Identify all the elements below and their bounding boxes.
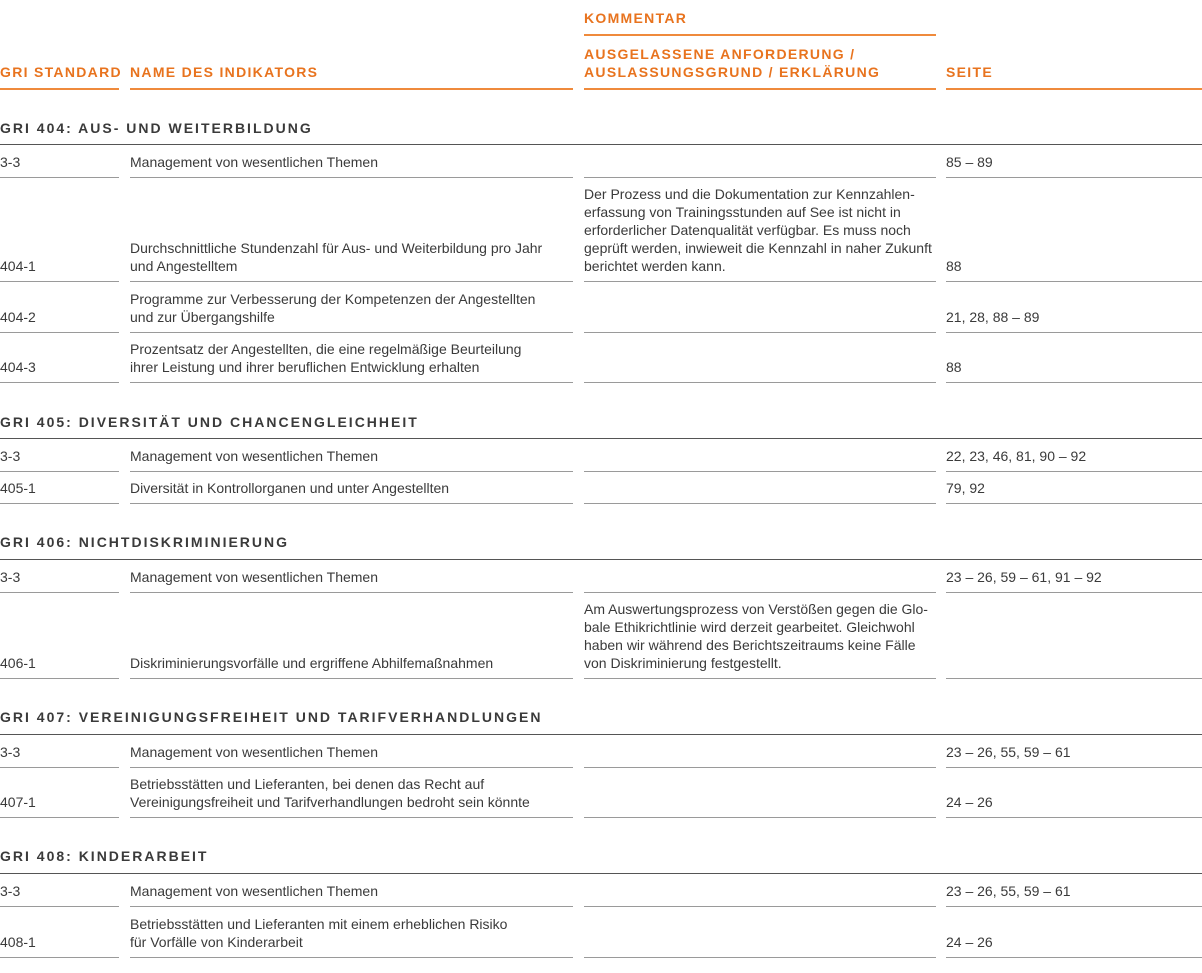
indicator-name-cell [130,560,573,593]
page-reference: 23 – 26, 59 – 61, 91 – 92 [946,569,1102,585]
omission-comment-cell [584,874,936,907]
section-title: GRI 405: DIVERSITÄT UND CHANCENGLEICHHEIT [0,414,419,430]
gri-code-cell [0,333,119,383]
indicator-name: Management von wesentlichen Themen [130,448,379,464]
header-kommentar: KOMMENTAR [584,10,688,26]
page-reference-cell [946,874,1202,907]
page-reference: 24 – 26 [946,934,993,950]
page-reference-cell [946,145,1202,178]
gri-code: 3-3 [0,883,21,899]
gri-code: 404-2 [0,309,36,325]
page-reference: 22, 23, 46, 81, 90 – 92 [946,448,1087,464]
omission-comment-cell [584,439,936,472]
omission-comment-cell [584,768,936,818]
omission-comment-cell [584,145,936,178]
page-reference-cell [946,439,1202,472]
page-reference-cell [946,593,1202,679]
indicator-name-cell [130,282,573,333]
gri-code-cell [0,178,119,282]
page-reference: 85 – 89 [946,154,993,170]
gri-code: 404-3 [0,359,36,375]
section-title: GRI 408: KINDERARBEIT [0,848,209,864]
header-rule-col2 [130,88,573,90]
indicator-name: Betriebsstätten und Lieferanten mit einem erheblichen Risiko für Vorfälle von Kinderarbeit [130,916,508,950]
header-rule-col1 [0,88,119,90]
gri-code-cell [0,768,119,818]
indicator-name: Prozentsatz der Angestellten, die eine regelmäßige Beurteilung ihrer Leistung und ihrer beruflichen Entwicklung erhalten [130,341,522,375]
header-indicator-name: NAME DES INDIKATORS [130,64,319,80]
gri-code: 3-3 [0,744,21,760]
gri-code: 408-1 [0,934,36,950]
gri-code-cell [0,560,119,593]
page-reference: 24 – 26 [946,794,993,810]
indicator-name-cell [130,439,573,472]
indicator-name-cell [130,874,573,907]
header-omission-line2: AUSLASSUNGSGRUND / ERKLÄRUNG [584,64,881,80]
section-title: GRI 404: AUS- UND WEITERBILDUNG [0,120,313,136]
header-page: SEITE [946,64,993,80]
gri-code: 404-1 [0,258,36,274]
page-reference: 23 – 26, 55, 59 – 61 [946,883,1071,899]
gri-code-cell [0,735,119,768]
gri-code: 3-3 [0,154,21,170]
page-reference-cell [946,560,1202,593]
omission-comment-cell [584,560,936,593]
indicator-name-cell [130,768,573,818]
header-rule-col3 [584,88,936,90]
page-reference: 88 [946,258,962,274]
page-reference: 79, 92 [946,480,985,496]
page-reference-cell [946,768,1202,818]
indicator-name-cell [130,907,573,958]
indicator-name: Betriebsstätten und Lieferanten, bei denen das Recht auf Vereinigungsfreiheit und Tarifverhandlungen bedroht sein könnte [130,776,530,810]
header-gri-standard: GRI STANDARD [0,64,122,80]
page-reference-cell [946,907,1202,958]
indicator-name: Management von wesentlichen Themen [130,744,379,760]
indicator-name-cell [130,735,573,768]
section-title: GRI 407: VEREINIGUNGSFREIHEIT UND TARIFVERHANDLUNGEN [0,709,543,725]
omission-comment-cell [584,333,936,383]
omission-comment: Am Auswertungsprozess von Verstößen gegen die Glo- bale Ethikrichtlinie wird derzeit gearbeitet. Gleichwohl haben wir während des Berichtszeitraums keine Fälle von Diskriminierung festgestellt. [584,601,928,671]
page-reference: 23 – 26, 55, 59 – 61 [946,744,1071,760]
page-reference: 21, 28, 88 – 89 [946,309,1040,325]
gri-code-cell [0,439,119,472]
page-reference-cell [946,333,1202,383]
gri-code-cell [0,593,119,679]
page-reference-cell [946,282,1202,333]
indicator-name: Durchschnittliche Stundenzahl für Aus- und Weiterbildung pro Jahr und Angestelltem [130,240,543,274]
indicator-name-cell [130,472,573,504]
gri-code-cell [0,145,119,178]
page-reference-cell [946,472,1202,504]
indicator-name-cell [130,593,573,679]
omission-comment-cell [584,472,936,504]
omission-comment-cell [584,178,936,282]
indicator-name-cell [130,178,573,282]
page-reference-cell [946,178,1202,282]
omission-comment-cell [584,282,936,333]
indicator-name-cell [130,333,573,383]
gri-code: 406-1 [0,655,36,671]
gri-code: 3-3 [0,448,21,464]
page-reference-cell [946,735,1202,768]
section-title: GRI 406: NICHTDISKRIMINIERUNG [0,534,290,550]
header-kommentar-rule [584,34,936,36]
indicator-name: Programme zur Verbesserung der Kompetenzen der Angestellten und zur Übergangshilfe [130,291,536,325]
gri-code-cell [0,472,119,504]
indicator-name: Management von wesentlichen Themen [130,883,379,899]
gri-code: 405-1 [0,480,36,496]
gri-code-cell [0,874,119,907]
gri-code-cell [0,282,119,333]
indicator-name: Management von wesentlichen Themen [130,569,379,585]
indicator-name-cell [130,145,573,178]
gri-code-cell [0,907,119,958]
gri-code: 407-1 [0,794,36,810]
omission-comment-cell [584,735,936,768]
header-rule-col4 [946,88,1202,90]
omission-comment-cell [584,593,936,679]
header-omission-line1: AUSGELASSENE ANFORDERUNG / [584,46,856,62]
indicator-name: Diversität in Kontrollorganen und unter Angestellten [130,480,450,496]
indicator-name: Management von wesentlichen Themen [130,154,379,170]
omission-comment: Der Prozess und die Dokumentation zur Kennzahlen- erfassung von Trainingsstunden auf See ist nicht in erforderlicher Datenqualität verfügbar. Es muss noch geprüft werden, inwieweit die Kennzahl in naher Zukunft berichtet werden kann. [584,186,932,274]
indicator-name: Diskriminierungsvorfälle und ergriffene Abhilfemaßnahmen [130,655,494,671]
gri-code: 3-3 [0,569,21,585]
omission-comment-cell [584,907,936,958]
page-reference: 88 [946,359,962,375]
